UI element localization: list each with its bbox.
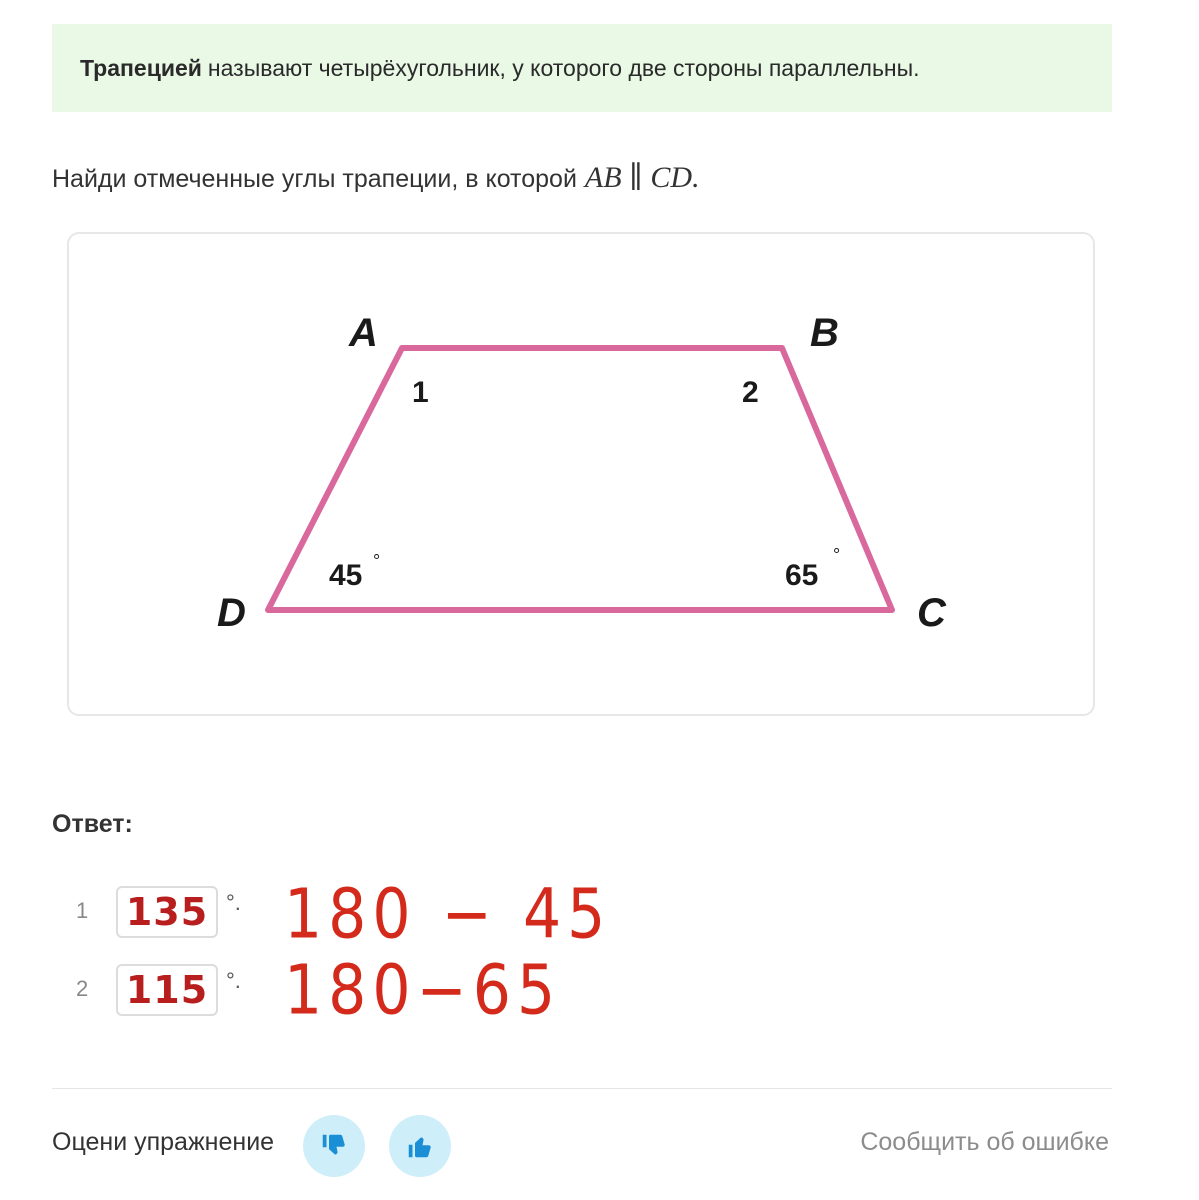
dislike-button[interactable]: [303, 1115, 365, 1177]
angle-1-label: 1: [412, 376, 429, 409]
answer-row-number: 2: [76, 976, 89, 1001]
angle-c-degree: °: [833, 545, 841, 565]
report-error-link[interactable]: Сообщить об ошибке: [860, 1128, 1109, 1156]
definition-box: [52, 24, 1112, 112]
angle-2-value: 115: [125, 968, 209, 1012]
degree-unit: °.: [226, 968, 241, 993]
definition-text: называют четырёхугольник, у которого две стороны параллельны.: [207, 54, 920, 81]
vertex-d-label: D: [217, 591, 246, 635]
footer-divider: [52, 1088, 1112, 1089]
trapezoid-drawing: [69, 234, 1097, 718]
angle-2-input[interactable]: [116, 964, 218, 1016]
angle-1-input[interactable]: [116, 886, 218, 938]
handwritten-note-2: 180−65: [284, 950, 562, 1031]
angle-d-label: 45: [329, 559, 363, 592]
answer-row-number: 1: [76, 898, 89, 923]
thumbs-down-icon: [319, 1131, 349, 1161]
vertex-c-label: C: [917, 591, 946, 635]
answer-row-2: [0, 950, 700, 1031]
angle-d-degree: °: [373, 551, 381, 571]
handwritten-note-1: 180 − 45: [284, 874, 612, 955]
task-text: Найди отмеченные углы трапеции, в которой: [52, 165, 577, 193]
vertex-b-label: B: [810, 311, 839, 355]
degree-unit: °.: [226, 890, 241, 915]
answer-row-1: [0, 874, 700, 955]
vertex-a-label: A: [349, 311, 378, 355]
like-button[interactable]: [389, 1115, 451, 1177]
rate-exercise-label: Оцени упражнение: [52, 1128, 275, 1156]
angle-1-value: 135: [125, 890, 209, 934]
angle-2-label: 2: [742, 376, 759, 409]
trapezoid-figure: [67, 232, 1095, 716]
thumbs-up-icon: [405, 1131, 435, 1161]
answer-label: Ответ:: [52, 810, 133, 838]
definition-term: Трапецией: [80, 54, 202, 81]
task-statement: [52, 160, 700, 195]
angle-c-label: 65: [785, 559, 819, 592]
task-math: AB ∥ CD.: [584, 161, 700, 194]
